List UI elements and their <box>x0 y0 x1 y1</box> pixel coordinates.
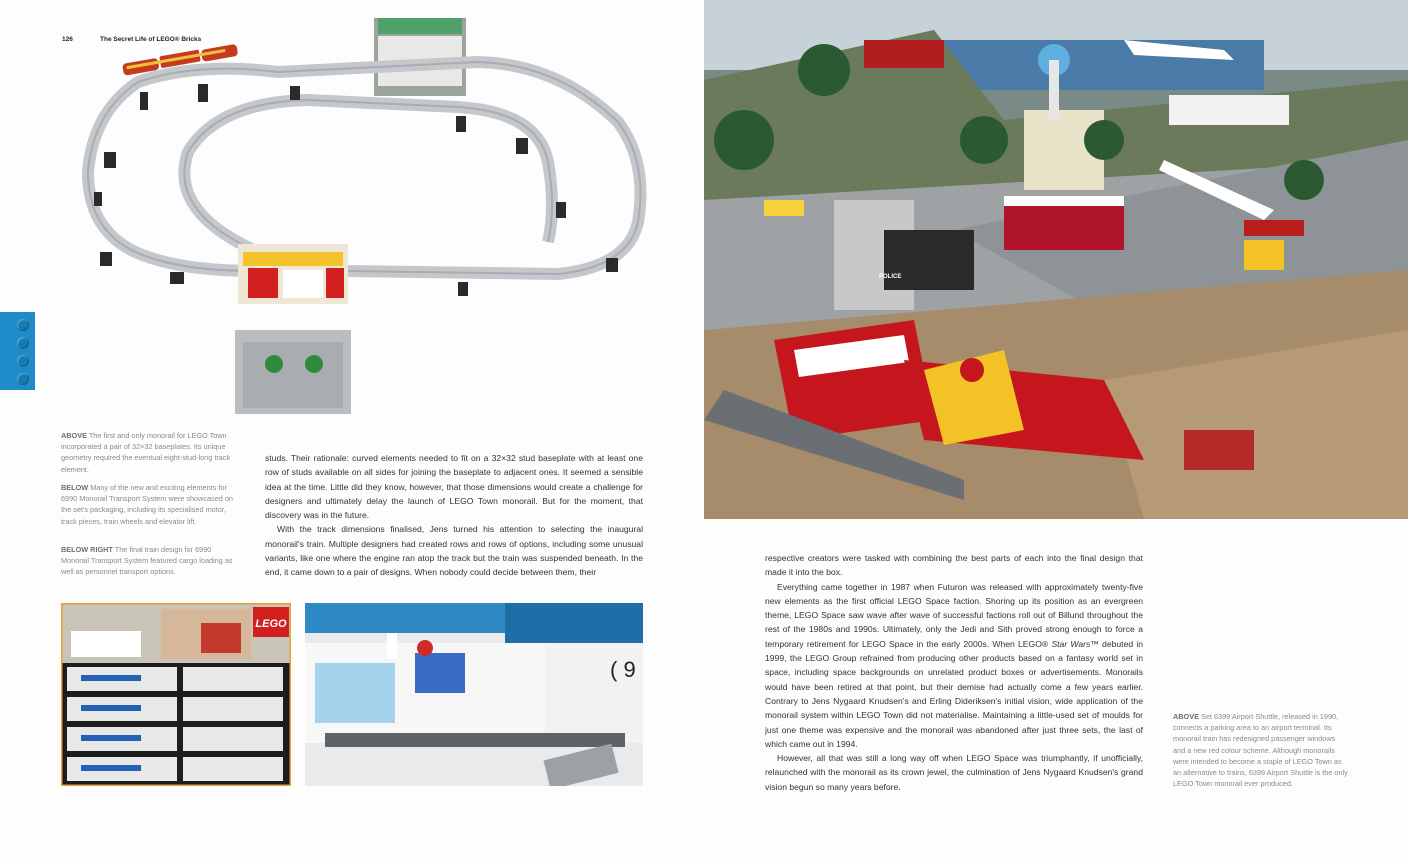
packaging-photo <box>61 603 291 786</box>
body-paragraph: respective creators were tasked with combining the best parts of each into the final design that made it into the box. <box>765 553 1143 578</box>
caption-lead: BELOW RIGHT <box>61 545 113 554</box>
caption-text: The first and only monorail for LEGO Town incorporated a pair of 32×32 baseplates. Its unique geometry required the eventual eight-stud-long track element. <box>61 431 231 474</box>
caption-text: Many of the new and exciting elements for 6990 Monorail Transport System were showcased on the set's packaging, including its specialised motor, track pieces, train wheels and elevator lift. <box>61 483 233 526</box>
body-text-span: Everything came together in 1987 when Futuron was released with approximately twenty-five new elements as the first official LEGO Space faction. Shoring up its position as an evergreen theme, LEGO Space saw wave after wave of successful factions roll out of Billund throughout the rest of the 1980s and 1990s. Ultimately, only the Jedi and Sith proved strong enough to force a temporary retirement for LEGO Space in the early 2000s. When LEGO® <box>765 581 1143 649</box>
body-paragraph: However, all that was still a long way off when LEGO Space was triumphantly, if unofficially, relaunched with the monorail as its crown jewel, the culmination of Jens Nygaard Knudsen's grand vision begun so many years before. <box>765 753 1143 792</box>
tab-stud <box>17 319 29 331</box>
monorail-layout-photo <box>78 12 648 420</box>
police-sign: POLICE <box>879 274 902 280</box>
train-number: ( 9 <box>610 657 636 682</box>
caption-text: The final train design for 6990 Monorail Transport System featured cargo loading as well as personnel transport options. <box>61 545 233 577</box>
tab-stud <box>17 337 29 349</box>
train-closeup-photo <box>305 603 643 786</box>
body-paragraph <box>765 580 1143 752</box>
chapter-tab <box>0 312 35 390</box>
body-paragraph: With the track dimensions finalised, Jens turned his attention to selecting the inaugural monorail's train. Multiple designers had created rows and rows of options, including some unusual variants, like one where the engine ran atop the track but the train was suspended beneath. In the end, it came down to a pair of designs. When nobody could decide between them, their <box>265 524 643 578</box>
caption-lead: ABOVE <box>1173 712 1199 721</box>
airport-shuttle-photo <box>704 0 1408 519</box>
caption-lead: ABOVE <box>61 431 87 440</box>
caption-below-right <box>61 544 235 578</box>
lego-logo: LEGO <box>255 618 287 630</box>
tab-stud <box>17 355 29 367</box>
star-wars-italic: Star Wars <box>1051 638 1091 649</box>
right-body-text <box>765 551 1143 794</box>
body-paragraph: studs. Their rationale: curved elements needed to fit on a 32×32 stud baseplate with at least one row of studs available on all sides for joining the baseplate to adjacent ones. It seemed a sensible idea at the time. Little did they know, however, that those dimensions would create a challenge for designers and ultimately delay the launch of LEGO Town monorail. But for the moment, that discovery was in the future. <box>265 453 643 521</box>
caption-above <box>61 430 233 475</box>
left-body-text <box>265 451 643 580</box>
running-head: The Secret Life of LEGO® Bricks <box>100 36 202 43</box>
tab-stud <box>17 373 29 385</box>
body-text-span: ™ debuted in 1999, the LEGO Group refrained from producing other products based on a fantasy world set in space, including space backgrounds on unrelated product boxes or advertisements. Monorails would have been retired at that point, but their demise had actually come a few years earlier. Contrary to Jens Nygaard Knudsen's and Erling Dideriksen's initial vision, wide application of the monorail system within LEGO Town did not materialise. Maintaining a little-used set of moulds for just one theme was expensive and the monorail was abandoned after just three sets, the last of which came out in 1994. <box>765 638 1144 749</box>
caption-lead: BELOW <box>61 483 89 492</box>
caption-below <box>61 482 233 527</box>
caption-text: Set 6399 Airport Shuttle, released in 1990, connects a parking area to an airport terminal. Its monorail train has redesigned passenger windows and a new red colour scheme. Although monorails were intended to become a staple of LEGO Town as an alternative to trains, 6399 Airport Shuttle is the only LEGO Town monorail ever produced. <box>1173 712 1348 789</box>
caption-right <box>1173 711 1349 789</box>
page-number: 126 <box>62 36 73 43</box>
